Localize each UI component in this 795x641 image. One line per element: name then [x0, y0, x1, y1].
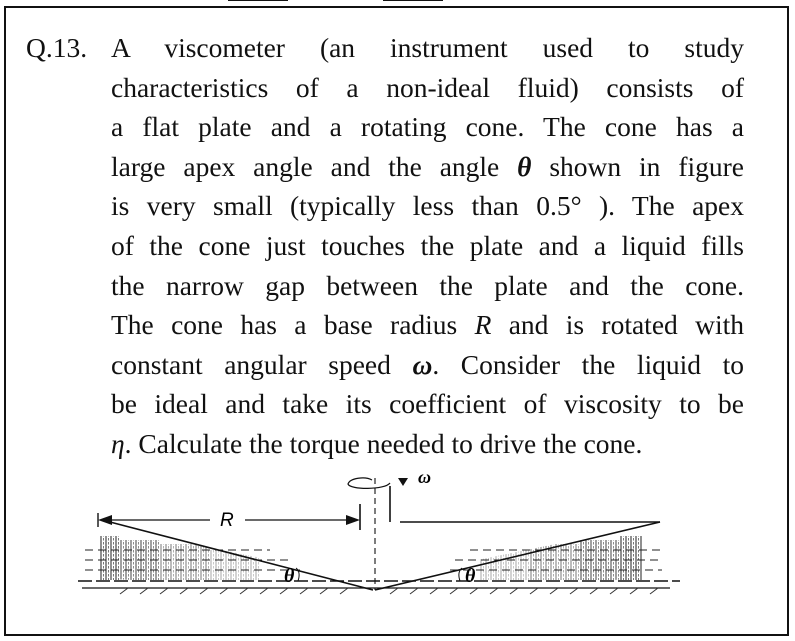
liquid-right [480, 536, 642, 580]
question-line-2: characteristics of a non-ideal fluid) consists of [111, 71, 744, 103]
question-line-5: is very small (typically less than 0.5° ). The apex [111, 190, 744, 222]
question-number: Q.13. [26, 32, 88, 63]
question-line-7: the narrow gap between the plate and the cone. [111, 269, 744, 301]
liquid-left [100, 536, 260, 580]
theta-right-label: θ [465, 565, 476, 587]
viscometer-diagram [60, 470, 690, 620]
radius-symbol: R [474, 309, 492, 341]
question-line-10: be ideal and take its coefficient of viscosity to be [111, 388, 744, 420]
question-line-4: large apex angle and the angle θ shown in figure [111, 150, 744, 182]
rotation-arrow-head [398, 478, 408, 486]
radius-arrow-left [98, 515, 112, 525]
top-rule-right [383, 0, 443, 1]
question-text [111, 28, 744, 464]
omega-label: ω [418, 470, 432, 487]
theta-left-label: θ [284, 565, 295, 587]
top-rule-left [228, 0, 288, 1]
eta-symbol: η [111, 427, 125, 459]
question-line-9: constant angular speed ω. Consider the liquid to [111, 348, 744, 380]
theta-symbol: θ [517, 150, 532, 182]
rotation-arrow [348, 478, 390, 488]
question-line-11: η. Calculate the torque needed to drive the cone. [111, 427, 643, 459]
question-line-6: of the cone just touches the plate and a liquid fills [111, 229, 744, 261]
question-line-3: a flat plate and a rotating cone. The cone has a [111, 111, 744, 143]
plate-ground-hatch [120, 588, 658, 594]
radius-label: R [220, 510, 234, 531]
question-line-1: A viscometer (an instrument used to study [111, 32, 744, 63]
question-line-8: The cone has a base radius R and is rotated with [111, 309, 744, 341]
omega-symbol: ω [412, 348, 433, 380]
radius-arrow-right [346, 515, 360, 525]
